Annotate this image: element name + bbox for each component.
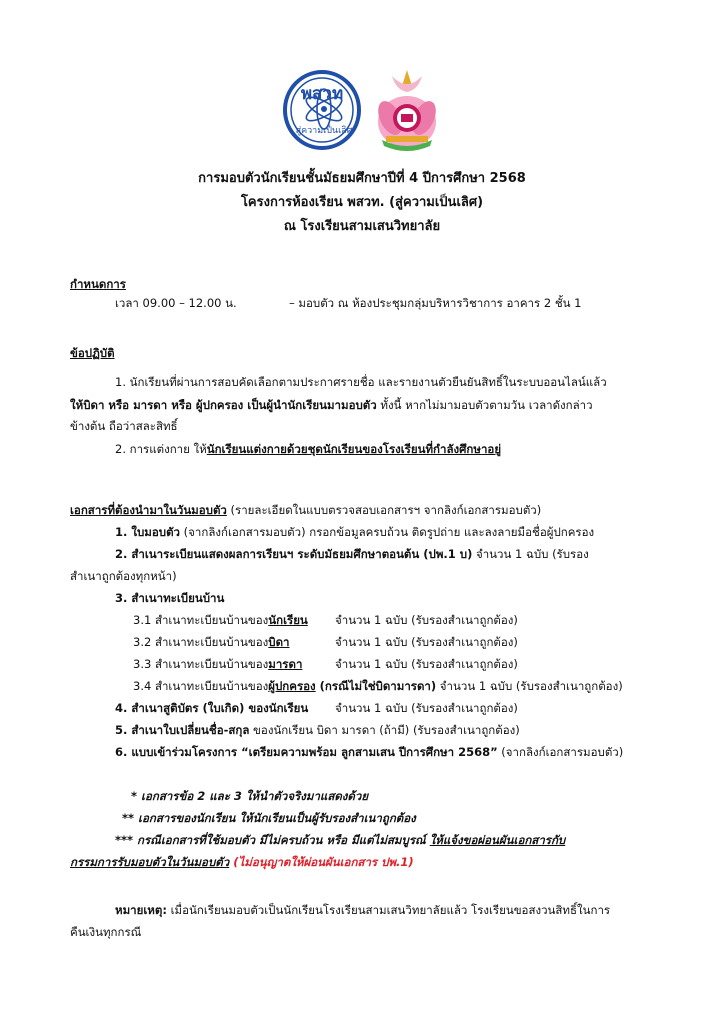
- doc-item-2-cont: สำเนาถูกต้องทุกหน้า): [70, 569, 177, 583]
- doc-item-3-1-note: จำนวน 1 ฉบับ (รับรองสำเนาถูกต้อง): [335, 613, 518, 627]
- doc-3-1-owner: นักเรียน: [268, 613, 308, 627]
- note-2: ** เอกสารของนักเรียน ให้นักเรียนเป็นผู้รับรองสำเนาถูกต้อง: [122, 811, 416, 825]
- doc-3-3-label: 3.3 สำเนาทะเบียนบ้านของ: [133, 657, 269, 671]
- docs-heading: เอกสารที่ต้องนำมาในวันมอบตัว: [70, 503, 227, 517]
- note-3-warning: (ไม่อนุญาตให้ผ่อนผันเอกสาร ปพ.1): [229, 855, 414, 869]
- doc-2-title: 2. สำเนาระเบียนแสดงผลการเรียนฯ ระดับมัธยมศึกษาตอนต้น (ปพ.1 บ): [115, 547, 473, 561]
- doc-3-4-note: จำนวน 1 ฉบับ (รับรองสำเนาถูกต้อง): [436, 679, 623, 693]
- title-line-1: การมอบตัวนักเรียนชั้นมัธยมศึกษาปีที่ 4 ปีการศึกษา 2568: [198, 171, 526, 186]
- rule-1-rest: ทั้งนี้ หากไม่มามอบตัวตามวัน เวลาดังกล่าว: [376, 398, 593, 412]
- doc-1-title: 1. ใบมอบตัว: [115, 525, 181, 539]
- rule-1-emphasis: ให้บิดา หรือ มารดา หรือ ผู้ปกครอง เป็นผู้นำนักเรียนมามอบตัว: [70, 398, 377, 412]
- doc-6-prefix: 6. แบบเข้าร่วมโครงการ “: [115, 745, 249, 759]
- doc-item-1: [115, 525, 594, 540]
- note-1: * เอกสารข้อ 2 และ 3 ให้นำตัวจริงมาแสดงด้วย: [131, 789, 369, 803]
- project-logo: [282, 69, 362, 151]
- doc-5-title: 5. สำเนาใบเปลี่ยนชื่อ-สกุล: [115, 723, 250, 737]
- school-emblem: [372, 66, 442, 152]
- note-3-line-1: [115, 833, 565, 848]
- doc-item-6: [115, 745, 623, 760]
- doc-3-2-owner: บิดา: [268, 635, 290, 649]
- rule-1-line-2: [70, 398, 593, 413]
- doc-1-detail: (จากลิงก์เอกสารมอบตัว) กรอกข้อมูลครบถ้วน ติดรูปถ่าย และลงลายมือชื่อผู้ปกครอง: [180, 525, 595, 539]
- remark-text: เมื่อนักเรียนมอบตัวเป็นนักเรียนโรงเรียนสามเสนวิทยาลัยแล้ว โรงเรียนขอสงวนสิทธิ์ในการ: [166, 903, 611, 917]
- rule-1-line-3: ข้างต้น ถือว่าสละสิทธิ์: [70, 419, 178, 433]
- rules-heading: ข้อปฏิบัติ: [70, 346, 115, 360]
- title-line-2: โครงการห้องเรียน พสวท. (สู่ความเป็นเลิศ): [240, 195, 484, 210]
- doc-item-3-4: [133, 679, 623, 694]
- docs-heading-note: (รายละเอียดในแบบตรวจสอบเอกสารฯ จากลิงก์เอกสารมอบตัว): [226, 503, 542, 517]
- doc-item-3-3: [133, 657, 302, 672]
- doc-item-4: 4. สำเนาสูติบัตร (ใบเกิด) ของนักเรียน: [115, 701, 309, 715]
- remark-label: หมายเหตุ:: [115, 903, 167, 917]
- doc-3-4-label: 3.4 สำเนาทะเบียนบ้านของ: [133, 679, 269, 693]
- schedule-place: – มอบตัว ณ ห้องประชุมกลุ่มบริหารวิชาการ อาคาร 2 ชั้น 1: [289, 296, 582, 310]
- doc-item-5: [115, 723, 520, 738]
- remark-line-1: [115, 903, 610, 918]
- doc-3-2-label: 3.2 สำเนาทะเบียนบ้านของ: [133, 635, 269, 649]
- doc-3-4-condition: (กรณีไม่ใช่บิดามารดา): [315, 679, 437, 693]
- doc-3-4-owner: ผู้ปกครอง: [268, 679, 316, 693]
- rule-2-prefix: 2. การแต่งกาย ให้: [115, 442, 207, 456]
- doc-3-1-label: 3.1 สำเนาทะเบียนบ้านของ: [133, 613, 269, 627]
- note-3-instruction: ให้แจ้งขอผ่อนผันเอกสารกับ: [429, 833, 566, 847]
- logo-subtitle: สู่ความเป็นเลิศ: [295, 126, 353, 136]
- doc-6-title: เตรียมความพร้อม ลูกสามเสน ปีการศึกษา 2568: [248, 745, 491, 759]
- note-3-line-2: [70, 855, 414, 870]
- doc-item-3-2: [133, 635, 290, 650]
- docs-heading-line: [70, 503, 541, 518]
- doc-item-2: [115, 547, 589, 562]
- logo-wordmark: พสวท: [300, 84, 344, 104]
- doc-2-detail: จำนวน 1 ฉบับ (รับรอง: [472, 547, 589, 561]
- schedule-time: เวลา 09.00 – 12.00 น.: [115, 296, 237, 310]
- note-3-text: *** กรณีเอกสารที่ใช้มอบตัว มีไม่ครบถ้วน หรือ มีแต่ไม่สมบูรณ์: [115, 833, 430, 847]
- doc-5-detail: ของนักเรียน บิดา มารดา (ถ้ามี) (รับรองสำเนาถูกต้อง): [249, 723, 520, 737]
- doc-item-4-note: จำนวน 1 ฉบับ (รับรองสำเนาถูกต้อง): [335, 701, 518, 715]
- doc-item-3-2-note: จำนวน 1 ฉบับ (รับรองสำเนาถูกต้อง): [335, 635, 518, 649]
- remark-line-2: คืนเงินทุกกรณี: [70, 925, 142, 939]
- doc-6-detail: (จากลิงก์เอกสารมอบตัว): [497, 745, 624, 759]
- doc-6-close-quote: ”: [490, 745, 498, 759]
- rule-2: [115, 442, 501, 457]
- doc-item-3-3-note: จำนวน 1 ฉบับ (รับรองสำเนาถูกต้อง): [335, 657, 518, 671]
- doc-3-3-owner: มารดา: [268, 657, 303, 671]
- title-line-3: ณ โรงเรียนสามเสนวิทยาลัย: [283, 219, 441, 234]
- rule-2-emphasis: นักเรียนแต่งกายด้วยชุดนักเรียนของโรงเรียนที่กำลังศึกษาอยู่: [206, 442, 502, 456]
- doc-item-3-1: [133, 613, 308, 628]
- rule-1-line-1: 1. นักเรียนที่ผ่านการสอบคัดเลือกตามประกาศรายชื่อ และรายงานตัวยืนยันสิทธิ์ในระบบออนไลน์แล้ว: [115, 375, 607, 389]
- doc-item-3: 3. สำเนาทะเบียนบ้าน: [115, 591, 225, 605]
- note-3-instruction-cont: กรรมการรับมอบตัวในวันมอบตัว: [70, 855, 230, 869]
- schedule-heading: กำหนดการ: [70, 277, 126, 291]
